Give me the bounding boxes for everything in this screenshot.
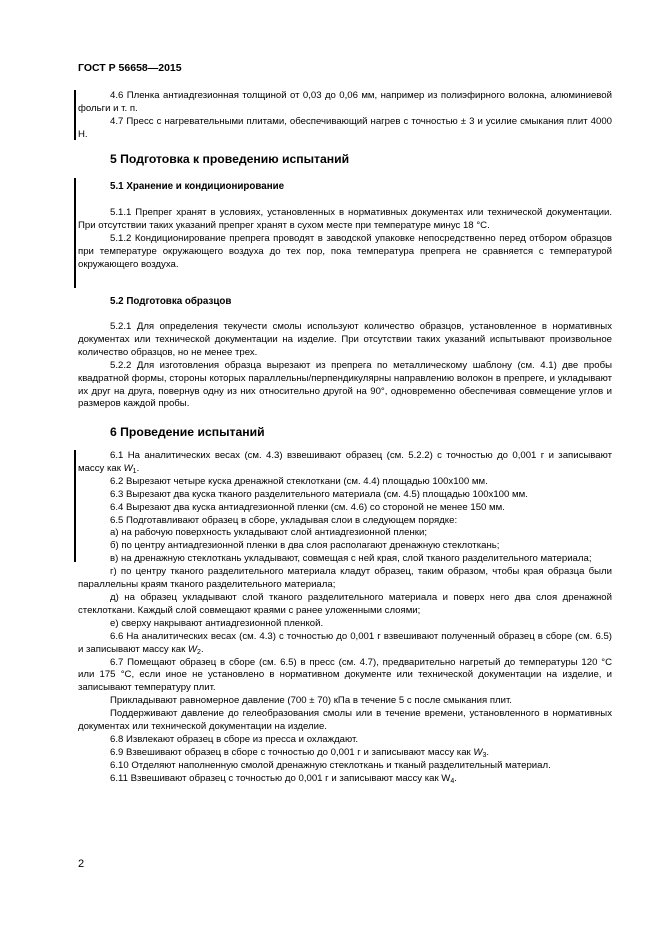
clause-6-5-v: в) на дренажную стеклоткань укладывают, совмещая с ней края, слой тканого разделительного материала; (110, 553, 592, 565)
document-header: ГОСТ Р 56658—2015 (78, 62, 182, 74)
clauses-6 (78, 450, 612, 786)
revision-bar (74, 450, 76, 562)
clause-6-8: 6.8 Извлекают образец в сборе из пресса и охлаждают. (110, 733, 358, 745)
page-number: 2 (78, 858, 85, 870)
subsection-5-1-heading: 5.1 Хранение и кондиционирование (110, 181, 285, 192)
clause-6-7: 6.7 Помещают образец в сборе (см. 6.5) в пресс (см. 4.7), предварительно нагретый до температуры 120 °С или 175 °С, если иное не установлено в нормативном документе или технической документации на изделие, и записывают температуру плит. (78, 656, 612, 694)
clauses-4-6-4-7 (78, 90, 612, 142)
clause-6-9: 6.9 Взвешивают образец в сборе с точностью до 0,001 г и записывают массу как $W_3$. (110, 746, 490, 759)
clauses-5-1 (78, 207, 612, 272)
clause-5-1-1: 5.1.1 Препрег хранят в условиях, установленных в нормативных документах или технической документации. При отсутствии таких указаний препрег хранят в сухом месте при температуре минус 18 °С. (78, 207, 612, 231)
clause-6-10: 6.10 Отделяют наполненную смолой дренажную стеклоткань и тканый разделительный материал. (110, 759, 551, 771)
clause-6-5-a: а) на рабочую поверхность укладывают слой антиадгезионной пленки; (110, 527, 428, 539)
clause-6-5-d: д) на образец укладывают слой тканого разделительного материала и поверх него два слоя дренажной стеклоткани. Каждый слой совмещают краями с ранее уложенными слоями; (78, 591, 612, 616)
revision-bar (74, 178, 76, 288)
clause-5-1-2: 5.1.2 Кондиционирование препрега проводят в заводской упаковке непосредственно перед отбором образцов при температуре окружающего воздуха до тех пор, пока температура препрега не сравняется с температурой окружающего воздуха. (78, 232, 612, 270)
clause-6-11: 6.11 Взвешивают образец с точностью до 0,001 г и записывают массу как $W_4$. (110, 772, 457, 785)
clause-6-2: 6.2 Вырезают четыре куска дренажной стеклоткани (см. 4.4) площадью 100x100 мм. (110, 475, 488, 487)
section-6-heading: 6 Проведение испытаний (110, 425, 265, 439)
clause-6-7-pressure: Прикладывают равномерное давление (700 ± 70) кПа в течение 5 с после смыкания плит. (110, 695, 512, 707)
revision-bar (74, 90, 76, 140)
clauses-5-2 (78, 321, 612, 411)
clause-6-4: 6.4 Вырезают два куска антиадгезионной пленки (см. 4.6) со стороной не менее 150 мм. (110, 501, 505, 513)
clause-5-2-2: 5.2.2 Для изготовления образца вырезают из препрега по металлическому шаблону (см. 4.1) две пробы квадратной формы, стороны которых параллельны/перпендикулярны направлению волокон в препреге, и укладывают их друг на друга, повернув одну из них относительно другой на 90°, одновременно обеспечивая совмещение углов и размеров каждой пробы. (78, 359, 612, 410)
clause-6-7-hold: Поддерживают давление до гелеобразования смолы или в течение времени, установленного в нормативных документах или технической документации на изделие. (78, 708, 612, 733)
clause-5-2-1: 5.2.1 Для определения текучести смолы используют количество образцов, установленное в нормативных документах или технической документации на изделие. При отсутствии таких указаний испытывают произвольное количество образцов, но не менее трех. (78, 321, 612, 358)
clause-6-5: 6.5 Подготавливают образец в сборе, укладывая слои в следующем порядке: (110, 514, 458, 526)
clause-6-5-b: б) по центру антиадгезионной пленки в два слоя располагают дренажную стеклоткань; (110, 540, 500, 552)
section-5-heading: 5 Подготовка к проведению испытаний (110, 152, 350, 166)
clause-6-6: 6.6 На аналитических весах (см. 4.3) с точностью до 0,001 г взвешивают полученный образец в сборе (см. 6.5) и записывают массу как $W_2$. (78, 630, 612, 656)
clause-6-5-e: е) сверху накрывают антиадгезионной пленкой. (110, 617, 324, 629)
clause-6-1: 6.1 На аналитических весах (см. 4.3) взвешивают образец (см. 5.2.2) с точностью до 0,001 г и записывают массу как $W_1$. (78, 450, 612, 475)
clause-4-7: 4.7 Пресс с нагревательными плитами, обеспечивающий нагрев с точностью ± 3 и усилие смыкания плит 4000 Н. (78, 115, 612, 140)
clause-4-6: 4.6 Пленка антиадгезионная толщиной от 0,03 до 0,06 мм, например из полиэфирного волокна, алюминиевой фольги и т. п. (78, 90, 612, 114)
clause-6-5-g: г) по центру тканого разделительного материала кладут образец, таким образом, чтобы края образца были параллельны краям тканого разделительного материала; (78, 566, 612, 591)
clause-6-3: 6.3 Вырезают два куска тканого разделительного материала (см. 4.5) площадью 100x100 мм. (110, 488, 528, 500)
subsection-5-2-heading: 5.2 Подготовка образцов (110, 296, 232, 307)
